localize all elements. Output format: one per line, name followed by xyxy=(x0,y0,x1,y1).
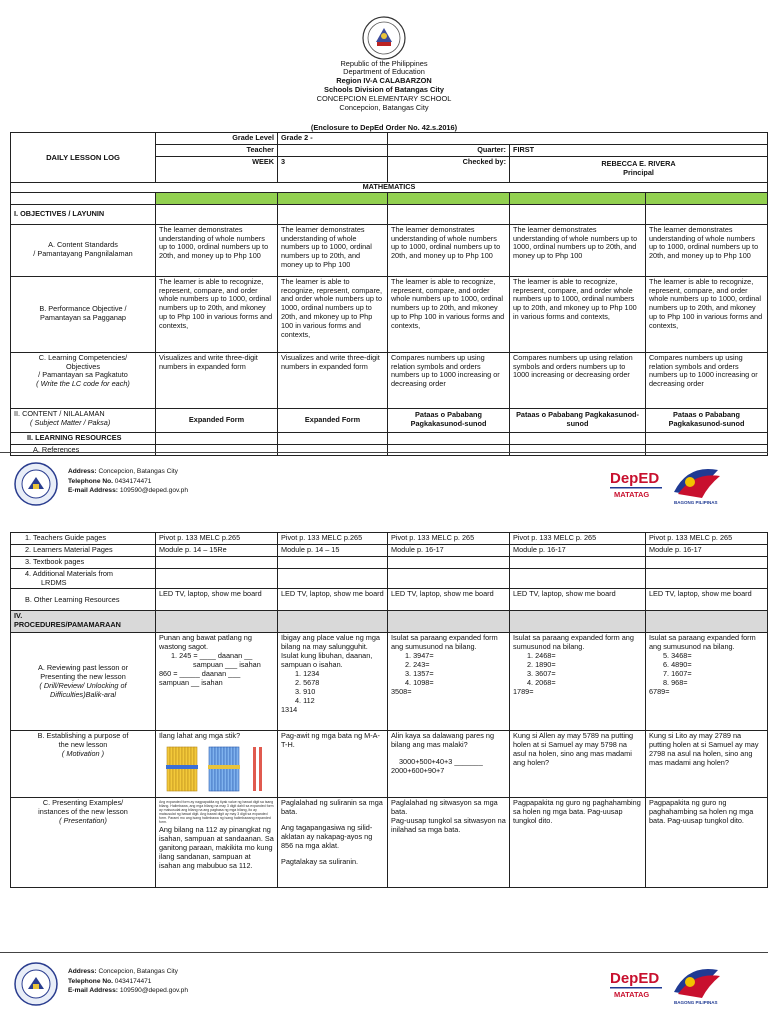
competency-cell: Compares numbers up using relation symbols and orders numbers up to 1000 increasing or decreasing order xyxy=(388,352,510,408)
teacher-label: Teacher xyxy=(156,144,278,156)
teachers-guide-cell: Pivot p. 133 MELC p. 265 xyxy=(388,533,510,545)
sticks-bundle-icon xyxy=(159,743,278,793)
review-cell: Ibigay ang place value ng mga bilang na may salungguhit. Isulat kung libuhan, daanan, sampuan o isahan. 1. 1234 2. 5678 3. 910 4. 112 1314 xyxy=(278,633,388,731)
review-cell: Isulat sa paraang expanded form ang sumusunod na bilang. 1. 3947= 2. 243= 3. 1357= 4. 1098= 3508= xyxy=(388,633,510,731)
list-item: 3. 1357= xyxy=(405,669,434,679)
list-item: 4. 2068= xyxy=(527,677,556,687)
footer-contact: Address: Concepcion, Batangas City Telephone No. 0434174471 E-mail Address: 109590@deped.gov.ph xyxy=(68,968,188,995)
presenting-cell: Paglalahad ng suliranin sa mga bata. Ang tagapangasiwa ng silid-aklatan ay nakapag-ayos ng 856 na mga aklat. Pagtalakay sa suliranin. xyxy=(278,798,388,888)
content-standard-cell: The learner demonstrates understanding of whole numbers up to 1000, ordinal numbers up to 20th, and money up to Php 100 xyxy=(388,224,510,276)
competency-cell: Visualizes and write three-digit numbers in expanded form xyxy=(278,352,388,408)
deped-matatag-logo-icon xyxy=(608,466,664,502)
content-standard-cell: The learner demonstrates understanding of whole numbers up to 1000, ordinal numbers up to 20th, and money up to Php 100 xyxy=(646,224,768,276)
enclosure-line: (Enclosure to DepEd Order No. 42.s.2016) xyxy=(310,123,458,132)
list-item: 4. 1098= xyxy=(405,677,434,687)
principal-signature xyxy=(510,156,768,182)
week-value: 3 xyxy=(278,156,388,182)
checked-by-label: Checked by: xyxy=(388,156,510,182)
teachers-guide-label: 1. Teachers Guide pages xyxy=(11,533,156,545)
review-cell: Isulat sa paraang expanded form ang sumusunod na bilang. 1. 2468= 2. 1890= 3. 3607= 4. 2068= 1789= xyxy=(510,633,646,731)
textbook-label: 3. Textbook pages xyxy=(11,556,156,568)
other-resources-label: B. Other Learning Resources xyxy=(11,589,156,611)
principal-name: REBECCA E. RIVERA xyxy=(601,159,676,169)
list-item: 5. 3468= xyxy=(663,651,692,661)
list-item: 1. 2468= xyxy=(527,651,556,661)
learners-material-cell: Module p. 14 – 15 xyxy=(278,544,388,556)
performance-cell: The learner is able to recognize, represent, compare, and order whole numbers up to 1000, ordinal numbers up to 20th, and mkoney up to Php 100 in various forms and contexts, xyxy=(388,276,510,352)
list-item: 8. 968= xyxy=(663,677,688,687)
grade-level-value: Grade 2 - xyxy=(278,133,388,145)
svg-text:BAGONG PILIPINAS: BAGONG PILIPINAS xyxy=(674,1000,718,1005)
list-item: 2. 5678 xyxy=(295,677,320,687)
review-cell: Isulat sa paraang expanded form ang sumusunod na bilang. 5. 3468= 6. 4890= 7. 1607= 8. 968= 6789= xyxy=(646,633,768,731)
purpose-cell: Ilang lahat ang mga stik? xyxy=(156,731,278,798)
objectives-heading: I. OBJECTIVES / LAYUNIN xyxy=(11,204,156,224)
school-logo-icon xyxy=(14,962,58,1006)
purpose-cell: Kung si Allen ay may 5789 na putting holen at si Samuel ay may 5798 na asul na holen, sino ang mas madami ang holen? xyxy=(510,731,646,798)
list-item: 7. 1607= xyxy=(663,669,692,679)
other-resources-cell: LED TV, laptop, show me board xyxy=(510,589,646,611)
content-heading: II. CONTENT / NILALAMAN ( Subject Matter / Paksa) xyxy=(11,408,156,432)
teachers-guide-cell: Pivot p. 133 MELC p.265 xyxy=(278,533,388,545)
teachers-guide-cell: Pivot p. 133 MELC p.265 xyxy=(156,533,278,545)
bagong-pilipinas-logo-icon xyxy=(668,462,726,506)
dll-table-bottom xyxy=(10,532,768,888)
list-item: 1. 1234 xyxy=(295,669,320,679)
topic-cell: Expanded Form xyxy=(278,408,388,432)
presenting-cell: Ang expanded form ay nagpapakita ng tiyak value ng bawat digit sa isang bilang. Halimbawa, ang mga bilang na may 3 digit dahil sa expanded form ay maisusulat ang bilang na ang pagbasa ng mga bilang, ito ay maisusulat ng bawat digit. Ang bawat digit ay may 3 digit sa expanded form. Parami mo ang isang halimbawa ng isang halimbawang expanded form. Ang bilang na 112 ay pinangkat ng isahan, sampuan at sandaanan. Sa ganitong paraan, makikita mo kung ilang sandanan, sampuan at isahan ang mabubuo sa 112. xyxy=(156,798,278,888)
bagong-pilipinas-logo-icon xyxy=(668,962,726,1006)
teachers-guide-cell: Pivot p. 133 MELC p. 265 xyxy=(510,533,646,545)
content-standards-label: A. Content Standards / Pamantayang Pangnilalaman xyxy=(11,224,156,276)
expanded-form-note: Ang expanded form ay nagpapakita ng tiyak value ng bawat digit sa isang bilang. Halimbawa, ang mga bilang na may 3 digit dahil sa expanded form ay maisusulat ang bilang na ang pagbasa ng mga bilang, ito ay maisusulat ng bawat digit. Ang bawat digit ay may 3 digit sa expanded form. Parami mo ang isang halimbawa ng isang halimbawang expanded form. xyxy=(159,800,274,825)
content-standard-cell: The learner demonstrates understanding of whole numbers up to 1000, ordinal numbers up to 20th, and money up to Php 100 xyxy=(510,224,646,276)
other-resources-cell: LED TV, laptop, show me board xyxy=(646,589,768,611)
references-label: A. References xyxy=(11,444,156,456)
performance-cell: The learner is able to recognize, represent, compare, and order whole numbers up to 1000, ordinal numbers up to 20th, and mkoney up to Php 100 in various forms and contexts, xyxy=(646,276,768,352)
learners-material-cell: Module p. 16-17 xyxy=(510,544,646,556)
additional-materials-label: 4. Additional Materials from LRDMS xyxy=(11,568,156,589)
school-logo-icon xyxy=(14,462,58,506)
dll-table-top xyxy=(10,132,768,456)
division-line: Schools Division of Batangas City xyxy=(324,85,444,94)
competency-cell: Compares numbers up using relation symbols and orders numbers up to 1000 increasing or decreasing order xyxy=(646,352,768,408)
resources-heading: II. LEARNING RESOURCES xyxy=(11,432,156,444)
purpose-cell: Alin kaya sa dalawang pares ng bilang ang mas malaki? 3000+500+40+3 _______ 2000+600+90+7 xyxy=(388,731,510,798)
svg-text:DepED: DepED xyxy=(610,970,660,987)
topic-cell: Pataas o Pababang Pagkakasunod-sunod xyxy=(510,408,646,432)
list-item: 3. 910 xyxy=(295,686,316,696)
list-item: 3. 3607= xyxy=(527,669,556,679)
green-band xyxy=(156,192,278,204)
content-standard-cell: The learner demonstrates understanding of whole numbers up to 1000, ordinal numbers up to 20th, and money up to Php 100 xyxy=(278,224,388,276)
procedures-heading: IV. PROCEDURES/PAMAMARAAN xyxy=(11,611,156,633)
presenting-cell: Pagpapakita ng guro ng paghahambing sa holen ng mga bata. Pag-uusap tungkol dito. xyxy=(510,798,646,888)
presenting-cell: Pagpapakita ng guro ng paghahambing sa holen ng mga bata. Pag-uusap tungkol dito. xyxy=(646,798,768,888)
other-resources-cell: LED TV, laptop, show me board xyxy=(388,589,510,611)
page-footer xyxy=(0,452,768,510)
teachers-guide-cell: Pivot p. 133 MELC p. 265 xyxy=(646,533,768,545)
deped-matatag-logo-icon xyxy=(608,966,664,1002)
list-item: 4. 112 xyxy=(295,695,315,705)
school-line: CONCEPCION ELEMENTARY SCHOOL xyxy=(316,94,452,103)
school-address-line: Concepcion, Batangas City xyxy=(339,103,429,112)
dll-title: DAILY LESSON LOG xyxy=(11,133,156,183)
region-line: Region IV-A CALABARZON xyxy=(336,76,432,85)
learners-material-cell: Module p. 16-17 xyxy=(646,544,768,556)
svg-text:DepED: DepED xyxy=(610,470,660,487)
svg-text:MATATAG: MATATAG xyxy=(614,990,650,999)
performance-cell: The learner is able to recognize, represent, compare, and order whole numbers up to 1000, ordinal numbers up to 20th, and mkoney up to Php 100 in various forms and contexts, xyxy=(156,276,278,352)
competency-cell: Compares numbers up using relation symbols and orders numbers up to 1000 increasing or decreasing order xyxy=(510,352,646,408)
learners-material-cell: Module p. 16-17 xyxy=(388,544,510,556)
list-item: 6. 4890= xyxy=(663,660,692,670)
svg-text:BAGONG PILIPINAS: BAGONG PILIPINAS xyxy=(674,500,718,505)
grade-level-label: Grade Level xyxy=(156,133,278,145)
presenting-cell: Paglalahad ng sitwasyon sa mga bata. Pag-uusap tungkol sa sitwasyon na inilahad sa mga bata. xyxy=(388,798,510,888)
principal-title: Principal xyxy=(623,168,654,178)
purpose-cell: Pag-awit ng mga bata ng M-A-T-H. xyxy=(278,731,388,798)
subject-row: MATHEMATICS xyxy=(11,182,768,192)
review-label: A. Reviewing past lesson or Presenting the new lesson ( Drill/Review/ Unlocking of Difficulties)Balik-aral xyxy=(11,633,156,731)
topic-cell: Pataas o Pababang Pagkakasunod-sunod xyxy=(646,408,768,432)
content-standard-cell: The learner demonstrates understanding of whole numbers up to 1000, ordinal numbers up to 20th, and money up to Php 100 xyxy=(156,224,278,276)
list-item: 2. 243= xyxy=(405,660,430,670)
performance-cell: The learner is able to recognize, represent, compare, and order whole numbers up to 1000, ordinal numbers up to 20th, and mkoney up to Php 100 in various forms and contexts, xyxy=(278,276,388,352)
purpose-cell: Kung si Lito ay may 2789 na putting holen at si Samuel ay may 2798 na asul na holen, sino ang mas madami ang holen? xyxy=(646,731,768,798)
quarter-value: FIRST xyxy=(510,144,768,156)
department-line: Department of Education xyxy=(343,67,425,76)
list-item: 1. 3947= xyxy=(405,651,434,661)
week-label: WEEK xyxy=(156,156,278,182)
quarter-label: Quarter: xyxy=(388,144,510,156)
topic-cell: Pataas o Pababang Pagkakasunod-sunod xyxy=(388,408,510,432)
competencies-label: C. Learning Competencies/ Objectives / Pamantayan sa Pagkatuto ( Write the LC code for each) xyxy=(11,352,156,408)
republic-line: Republic of the Philippines xyxy=(340,59,428,68)
purpose-label: B. Establishing a purpose of the new lesson ( Motivation ) xyxy=(11,731,156,798)
learners-material-cell: Module p. 14 – 15Re xyxy=(156,544,278,556)
other-resources-cell: LED TV, laptop, show me board xyxy=(156,589,278,611)
footer-contact: Address: Concepcion, Batangas City Telephone No. 0434174471 E-mail Address: 109590@deped.gov.ph xyxy=(68,468,188,495)
presenting-label: C. Presenting Examples/ instances of the new lesson ( Presentation) xyxy=(11,798,156,888)
other-resources-cell: LED TV, laptop, show me board xyxy=(278,589,388,611)
deped-seal-icon xyxy=(362,16,406,60)
review-cell: Punan ang bawat patlang ng wastong sagot. 1. 245 = ____ daanan __ sampuan ___ isahan 860 = _____ daanan ___ sampuan __ isahan xyxy=(156,633,278,731)
page-footer xyxy=(0,952,768,1010)
performance-cell: The learner is able to recognize, represent, compare, and order whole numbers up to 1000, ordinal numbers up to 20th, and mkoney up to Php 100 in various forms and contexts, xyxy=(510,276,646,352)
performance-label: B. Performance Objective / Pamantayan sa Pagganap xyxy=(11,276,156,352)
topic-cell: Expanded Form xyxy=(156,408,278,432)
svg-text:MATATAG: MATATAG xyxy=(614,490,650,499)
list-item: 2. 1890= xyxy=(527,660,556,670)
competency-cell: Visualizes and write three-digit numbers in expanded form xyxy=(156,352,278,408)
learners-material-label: 2. Learners Material Pages xyxy=(11,544,156,556)
